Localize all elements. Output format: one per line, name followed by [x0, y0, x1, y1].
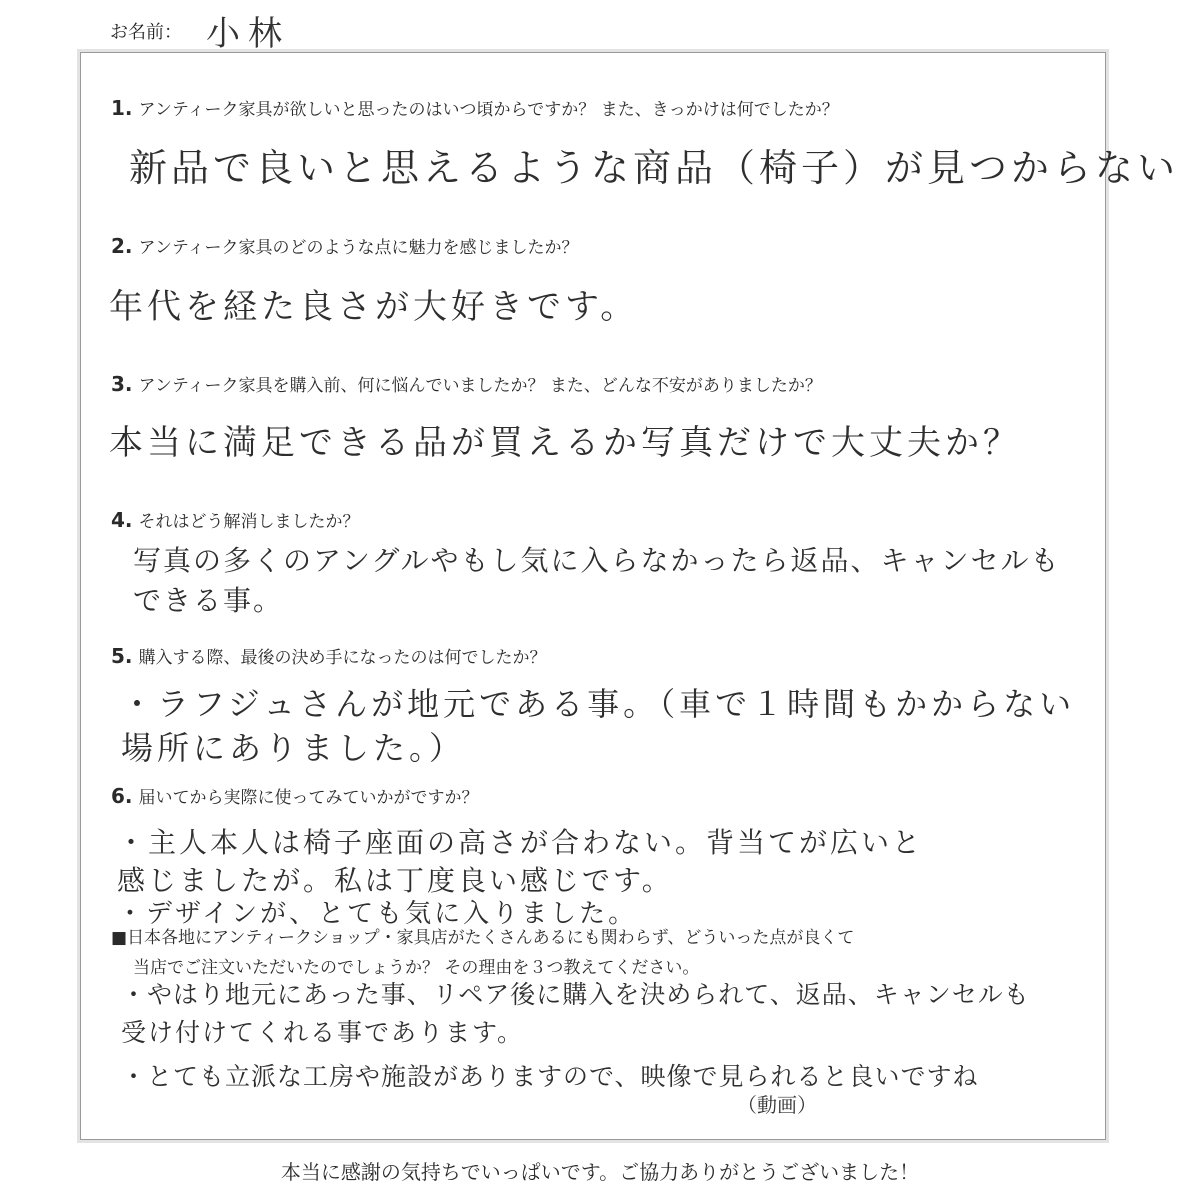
question-number: 5.	[111, 644, 133, 668]
answer-7-line-3: ・とても立派な工房や施設がありますので、映像で見られると良いですね	[121, 1062, 979, 1091]
question-number: 3.	[111, 372, 133, 396]
answer-5-line-1: ・ラフジュさんが地元である事。（車で１時間もかからない	[121, 685, 1076, 723]
answer-1-line-1: 新品で良いと思えるような商品（椅子）が見つからない	[129, 146, 1180, 190]
question-7-line-1	[111, 923, 854, 948]
answer-6-line-2: 感じましたが。私は丁度良い感じです。	[117, 864, 673, 897]
answer-2-line-1: 年代を経た良さが大好きです。	[109, 287, 639, 327]
question-7-line-2: 当店でご注文いただいたのでしょうか？ その理由を３つ教えてください。	[133, 958, 700, 978]
question-3	[111, 371, 822, 396]
question-number: 2.	[111, 234, 133, 258]
questionnaire-frame	[80, 52, 1180, 1140]
question-text: アンティーク家具が欲しいと思ったのはいつ頃からですか？ また、きっかけは何でしたか？	[138, 100, 839, 120]
answer-6-line-1: ・主人本人は椅子座面の高さが合わない。背当てが広いと	[117, 826, 924, 859]
name-value: 小林	[206, 14, 290, 54]
question-text: アンティーク家具を購入前、何に悩んでいましたか？ また、どんな不安がありましたか？	[138, 376, 822, 396]
answer-4-line-1: 写真の多くのアングルやもし気に入らなかったら返品、キャンセルも	[133, 544, 1061, 577]
question-1	[111, 95, 839, 120]
question-text: 日本各地にアンティークショップ・家具店がたくさんあるにも関わらず、どういった点が良くて	[127, 928, 855, 948]
answer-7-line-2: 受け付けてくれる事であります。	[121, 1018, 525, 1047]
answer-5-line-2: 場所にありました。）	[121, 729, 466, 767]
answer-4-line-2: できる事。	[133, 584, 284, 617]
question-2	[111, 233, 578, 258]
question-number: 1.	[111, 96, 133, 120]
name-underline	[110, 50, 580, 51]
footer-thanks: 本当に感謝の気持ちでいっぱいです。ご協力ありがとうございました！	[280, 1160, 920, 1184]
answer-3-line-1: 本当に満足できる品が買えるか写真だけで大丈夫か？	[109, 423, 1021, 463]
answer-7-note: （動画）	[737, 1093, 817, 1117]
question-text: アンティーク家具のどのような点に魅力を感じましたか？	[138, 238, 579, 258]
question-number: 4.	[111, 508, 133, 532]
question-5	[111, 643, 547, 668]
answer-7-line-1: ・やはり地元にあった事、リペア後に購入を決められて、返品、キャンセルも	[121, 980, 1030, 1009]
answer-6-line-3: ・デザインが、とても気に入りました。	[117, 899, 638, 929]
question-number: 6.	[111, 784, 133, 808]
question-text: それはどう解消しましたか？	[138, 512, 360, 532]
question-text: 届いてから実際に使ってみていかがですか？	[138, 788, 479, 808]
name-label: お名前：	[110, 22, 182, 43]
question-4	[111, 507, 360, 532]
question-6	[111, 783, 479, 808]
square-marker-icon: ■	[111, 928, 128, 948]
question-text: 購入する際、最後の決め手になったのは何でしたか？	[138, 648, 547, 668]
